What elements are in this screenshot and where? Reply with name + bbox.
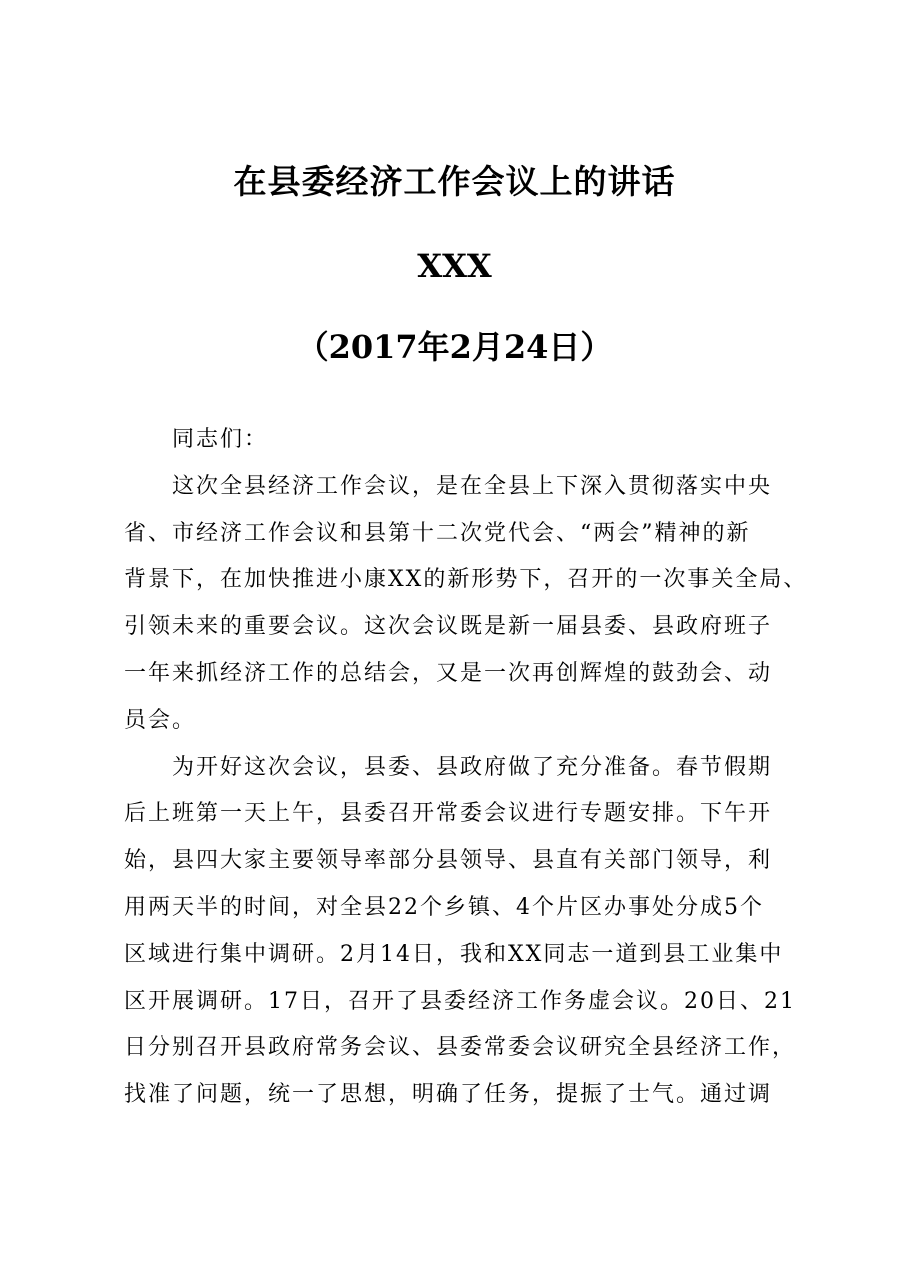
paragraph-line: 用两天半的时间，对全县22个乡镇、4个片区办事处分成5个 — [124, 894, 764, 920]
document-body — [124, 417, 808, 1119]
paragraph-line: 员会。 — [124, 707, 197, 733]
paragraph-line: 区开展调研。17日，召开了县委经济工作务虚会议。20日、21 — [124, 988, 796, 1014]
paragraph-line: 始，县四大家主要领导率部分县领导、县直有关部门领导，利 — [124, 848, 773, 874]
paragraph-line: 引领未来的重要会议。这次会议既是新一届县委、县政府班子 — [124, 614, 773, 640]
salutation-line: 同志们： — [172, 427, 269, 452]
paragraph-line: 背景下，在加快推进小康XX的新形势下，召开的一次事关全局、 — [124, 567, 808, 593]
document-author: XXX — [417, 247, 492, 285]
paragraph-line: 区域进行集中调研。2月14日，我和XX同志一道到县工业集中 — [124, 941, 784, 967]
paragraph-line: 省、市经济工作会议和县第十二次党代会、“两会”精神的新 — [124, 520, 751, 546]
document-date: （2017年2月24日） — [296, 328, 613, 366]
paragraph-line: 这次全县经济工作会议，是在全县上下深入贯彻落实中央 — [172, 473, 773, 499]
paragraph-line: 为开好这次会议，县委、县政府做了充分准备。春节假期 — [172, 754, 773, 780]
document-title: 在县委经济工作会议上的讲话 — [233, 162, 676, 201]
paragraph-line: 找准了问题，统一了思想，明确了任务，提振了士气。通过调 — [124, 1082, 773, 1108]
paragraph-line: 日分别召开县政府常务会议、县委常委会议研究全县经济工作， — [124, 1035, 797, 1061]
paragraph-line: 后上班第一天上午，县委召开常委会议进行专题安排。下午开 — [124, 801, 773, 827]
paragraph-line: 一年来抓经济工作的总结会，又是一次再创辉煌的鼓劲会、动 — [124, 660, 773, 686]
